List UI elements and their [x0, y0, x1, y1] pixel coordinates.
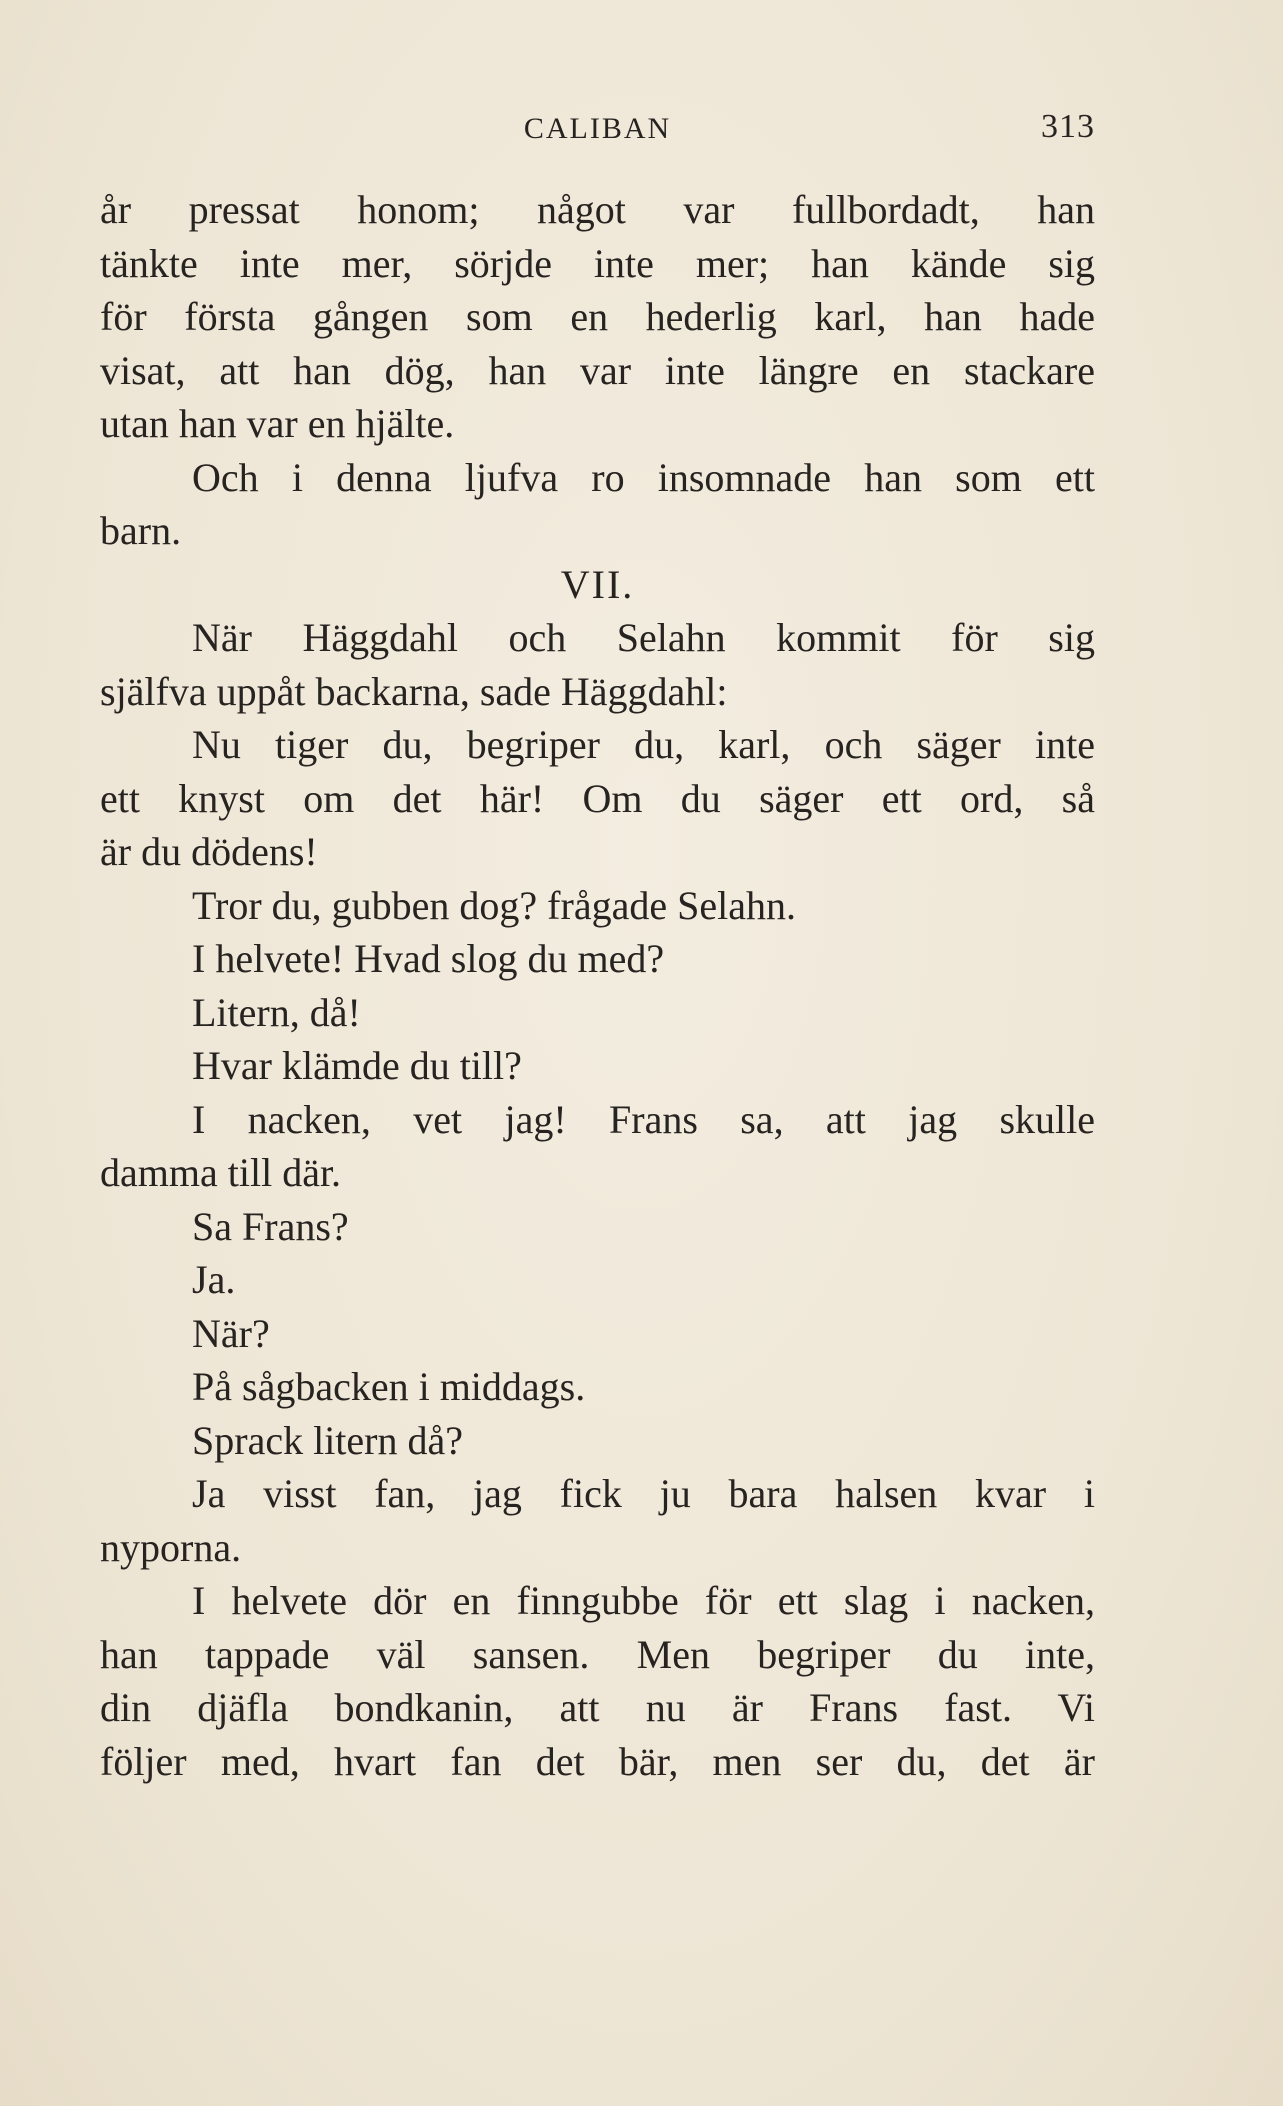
page-number: 313: [1041, 108, 1095, 145]
text-line: tänkte inte mer, sörjde inte mer; han kände sig: [100, 240, 1095, 286]
text-line: Sa Frans?: [192, 1203, 349, 1249]
text-line: Och i denna ljufva ro insomnade han som ett: [192, 454, 1095, 500]
text-line: Ja visst fan, jag fick ju bara halsen kvar i: [192, 1471, 1095, 1516]
running-title: CALIBAN: [523, 112, 672, 145]
text-line: själfva uppåt backarna, sade Häggdahl:: [100, 668, 728, 714]
body-text: [100, 183, 1095, 1788]
text-line: barn.: [100, 508, 182, 553]
text-line: din djäfla bondkanin, att nu är Frans fast. Vi: [100, 1685, 1095, 1730]
text-line: I nacken, vet jag! Frans sa, att jag skulle: [192, 1096, 1095, 1142]
text-line: Sprack litern då?: [192, 1417, 463, 1463]
text-line: När?: [192, 1310, 270, 1356]
text-line: I helvete! Hvad slog du med?: [192, 936, 665, 981]
text-line: När Häggdahl och Selahn kommit för sig: [192, 615, 1095, 660]
text-line: för första gången som en hederlig karl, han hade: [100, 294, 1095, 339]
text-line: Ja.: [192, 1257, 236, 1302]
text-line: nyporna.: [100, 1524, 242, 1570]
text-line: visat, att han dög, han var inte längre en stackare: [100, 347, 1095, 393]
text-line: är du dödens!: [100, 829, 318, 874]
text-line: damma till där.: [100, 1150, 342, 1195]
text-line: följer med, hvart fan det bär, men ser du, det är: [100, 1738, 1095, 1784]
text-line: Litern, då!: [192, 989, 361, 1035]
page-header: [100, 104, 1095, 154]
text-line: han tappade väl sansen. Men begriper du inte,: [100, 1631, 1095, 1677]
text-line: Hvar klämde du till?: [192, 1043, 522, 1088]
text-line: utan han var en hjälte.: [100, 401, 455, 446]
text-line: ett knyst om det här! Om du säger ett ord, så: [100, 775, 1095, 821]
text-line: I helvete dör en finngubbe för ett slag i nacken,: [192, 1578, 1095, 1623]
text-line: På sågbacken i middags.: [192, 1364, 586, 1409]
text-line: år pressat honom; något var fullbordadt, han: [100, 187, 1095, 232]
text-line: Nu tiger du, begriper du, karl, och säger inte: [192, 722, 1095, 767]
chapter-heading: VII.: [560, 561, 635, 607]
text-line: Tror du, gubben dog? frågade Selahn.: [192, 882, 796, 928]
